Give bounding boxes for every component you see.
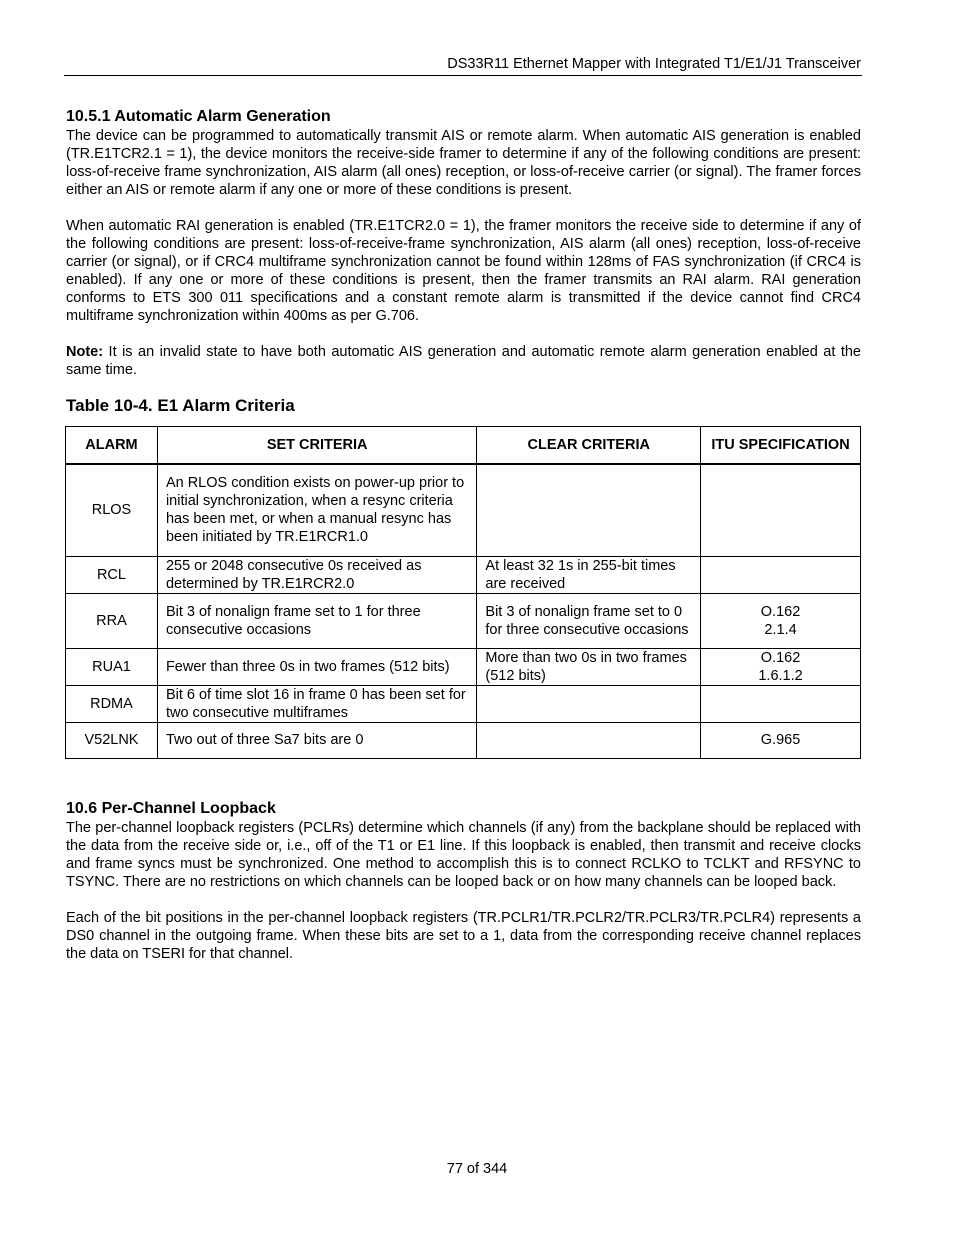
table-row <box>66 722 861 758</box>
header-rule <box>64 75 862 76</box>
section-heading-10-5-1: 10.5.1 Automatic Alarm Generation <box>66 108 331 125</box>
e1-alarm-criteria-table <box>65 426 861 759</box>
alarm-cell: RCL <box>66 556 158 593</box>
paragraph: Each of the bit positions in the per-channel loopback registers (TR.PCLR1/TR.PCLR2/TR.PCLR3/TR.PCLR4) represents a DS0 channel in the outgoing frame. When these bits are set to a 1, data from the corresponding receive channel replaces the data on TSERI for that channel. <box>66 909 861 962</box>
paragraph: The device can be programmed to automatically transmit AIS or remote alarm. When automatic AIS generation is enabled (TR.E1TCR2.1 = 1), the device monitors the receive-side framer to determine if any of the following conditions are present: loss-of-receive frame synchronization, AIS alarm (all ones) reception, or loss-of-receive carrier (or signal). The framer forces either an AIS or remote alarm if any one or more of these conditions is present. <box>66 128 861 198</box>
section-heading-10-6: 10.6 Per-Channel Loopback <box>66 799 276 817</box>
itu-cell: O.162 1.6.1.2 <box>701 648 861 685</box>
set-criteria-cell: An RLOS condition exists on power-up prior to initial synchronization, when a resync criteria has been met, or when a manual resync has been initiated by TR.E1RCR1.0 <box>157 464 476 556</box>
column-header-clear-criteria: CLEAR CRITERIA <box>477 427 701 465</box>
set-criteria-cell: Bit 6 of time slot 16 in frame 0 has been set for two consecutive multiframes <box>157 685 476 722</box>
alarm-cell: RRA <box>66 593 158 648</box>
note-paragraph <box>66 343 861 379</box>
column-header-alarm: ALARM <box>66 427 158 465</box>
alarm-cell: RUA1 <box>66 648 158 685</box>
table-row <box>66 593 861 648</box>
table-row <box>66 464 861 556</box>
itu-cell <box>701 685 861 722</box>
alarm-cell: RLOS <box>66 464 158 556</box>
table-row <box>66 685 861 722</box>
table-caption: Table 10-4. E1 Alarm Criteria <box>66 396 295 415</box>
column-header-set-criteria: SET CRITERIA <box>157 427 476 465</box>
paragraph: When automatic RAI generation is enabled (TR.E1TCR2.0 = 1), the framer monitors the receive side to determine if any of the following conditions are present: loss-of-receive-frame synchronization, AIS alarm (all ones) reception, loss-of-receive carrier (or signal), or if CRC4 multiframe synchronization cannot be found within 128ms of FAS synchronization (if CRC4 is enabled). If any one or more of these conditions is present, then the framer transmits an RAI alarm. RAI generation conforms to ETS 300 011 specifications and a constant remote alarm is transmitted if the device cannot find CRC4 multiframe synchronization within 400ms as per G.706. <box>66 218 861 324</box>
alarm-cell: RDMA <box>66 685 158 722</box>
alarm-cell: V52LNK <box>66 722 158 758</box>
page-content <box>66 107 861 963</box>
clear-criteria-cell <box>477 685 701 722</box>
set-criteria-cell: 255 or 2048 consecutive 0s received as determined by TR.E1RCR2.0 <box>157 556 476 593</box>
itu-cell <box>701 556 861 593</box>
paragraph: The per-channel loopback registers (PCLRs) determine which channels (if any) from the backplane should be replaced with the data from the receive side or, i.e., off of the T1 or E1 line. If this loopback is enabled, then transmit and receive clocks and frame syncs must be synchronized. One method to accomplish this is to connect RCLKO to TCLKT and RFSYNC to TSYNC. There are no restrictions on which channels can be looped back or on how many channels can be looped back. <box>66 819 861 890</box>
set-criteria-cell: Fewer than three 0s in two frames (512 bits) <box>157 648 476 685</box>
itu-cell <box>701 464 861 556</box>
itu-cell: G.965 <box>701 722 861 758</box>
table-row <box>66 648 861 685</box>
table-header-row <box>66 427 861 465</box>
set-criteria-cell: Bit 3 of nonalign frame set to 1 for three consecutive occasions <box>157 593 476 648</box>
table-row <box>66 556 861 593</box>
page-number: 77 of 344 <box>446 1161 508 1177</box>
clear-criteria-cell <box>477 722 701 758</box>
clear-criteria-cell: More than two 0s in two frames (512 bits) <box>477 648 701 685</box>
page-header: DS33R11 Ethernet Mapper with Integrated T1/E1/J1 Transceiver <box>447 56 861 72</box>
clear-criteria-cell: Bit 3 of nonalign frame set to 0 for three consecutive occasions <box>477 593 701 648</box>
note-text: It is an invalid state to have both automatic AIS generation and automatic remote alarm generation enabled at the same time. <box>66 344 861 378</box>
itu-cell: O.162 2.1.4 <box>701 593 861 648</box>
column-header-itu-specification: ITU SPECIFICATION <box>701 427 861 465</box>
note-label: Note: <box>66 344 104 360</box>
clear-criteria-cell <box>477 464 701 556</box>
clear-criteria-cell: At least 32 1s in 255-bit times are received <box>477 556 701 593</box>
set-criteria-cell: Two out of three Sa7 bits are 0 <box>157 722 476 758</box>
